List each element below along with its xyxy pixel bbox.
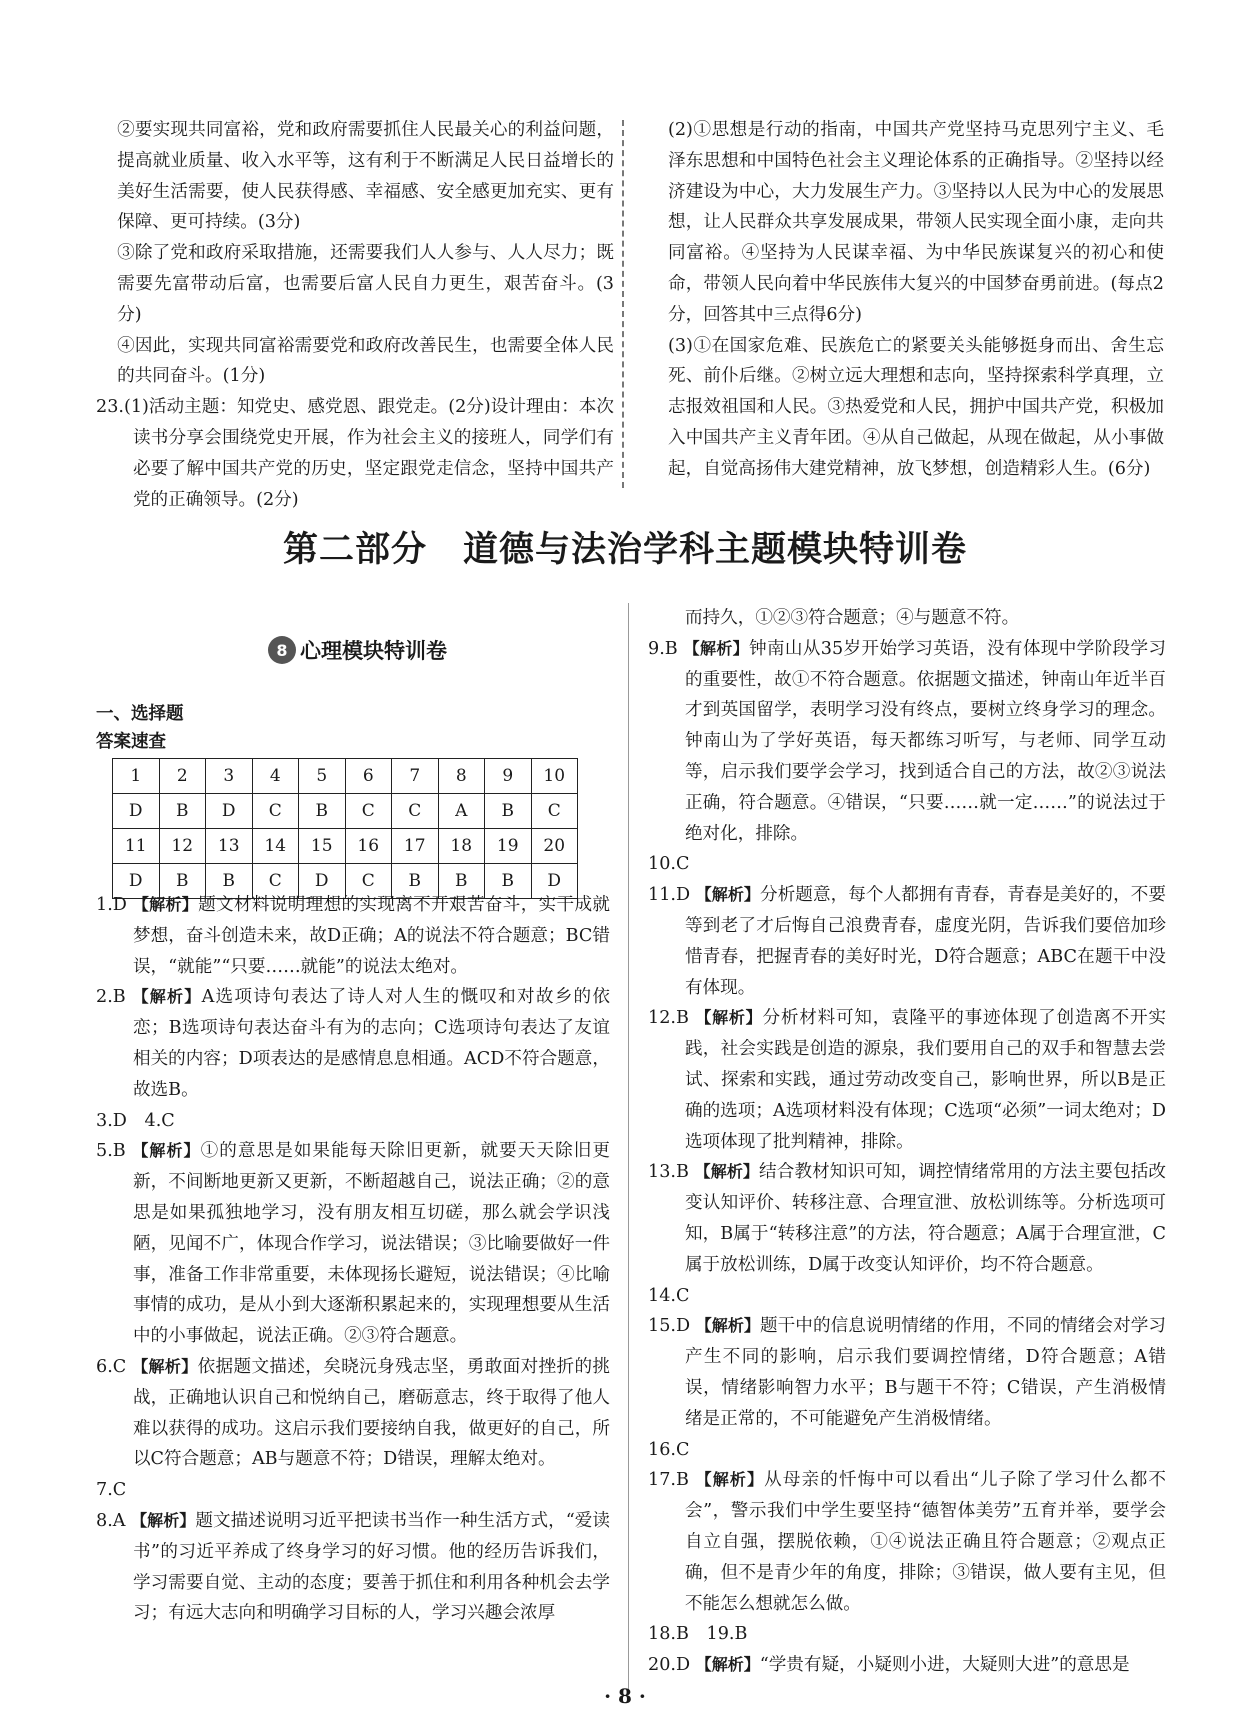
page-number: · 8 · <box>604 1684 646 1708</box>
item-text: 钟南山从35岁开始学习英语，没有体现中学阶段学习的重要性，故①不符合题意。依据题文描述，钟南山年近半百才到英国留学，表明学习没有终点，要树立终身学习的理念。钟南山为了学好英语，每天都练习听写，与老师、同学互动等，启示我们要学会学习，找到适合自己的方法，故②③说法正确，符合题意。④错误，“只要……就一定……”的说法过于绝对化，排除。 <box>684 638 1166 844</box>
table-cell: B <box>485 864 532 899</box>
table-cell: 1 <box>113 759 160 794</box>
item-number: 10.C <box>648 854 690 875</box>
item-text: A选项诗句表达了诗人对人生的慨叹和对故乡的依恋；B选项诗句表达奋斗有为的志向；C选项诗句表达了友谊相关的内容；D项表达的是感情息息相通。ACD不符合题意，故选B。 <box>132 987 610 1100</box>
answer-item <box>648 1311 1166 1434</box>
answer-paragraph: (2)①思想是行动的指南，中国共产党坚持马克思列宁主义、毛泽东思想和中国特色社会主义理论体系的正确指导。②坚持以经济建设为中心，大力发展生产力。③坚持以人民为中心的发展思想，让人民群众共享发展成果，带领人民实现全面小康，走向共同富裕。④坚持为人民谋幸福、为中华民族谋复兴的初心和使命，带领人民向着中华民族伟大复兴的中国梦奋勇前进。(每点2分，回答其中三点得6分) <box>668 120 1164 325</box>
table-cell: D <box>531 864 578 899</box>
item-text: 分析题意，每个人都拥有青春，青春是美好的，不要等到老了才后悔自己浪费青春，虚度光阴，告诉我们要倍加珍惜青春，把握青春的美好时光，D符合题意；ABC在题干中没有体现。 <box>684 885 1166 998</box>
analysis-tag: 【解析】 <box>132 1356 198 1376</box>
table-cell: 18 <box>438 829 485 864</box>
answer-paragraph: ④因此，实现共同富裕需要党和政府改善民生，也需要全体人民的共同奋斗。(1分) <box>117 335 614 387</box>
table-cell: D <box>299 864 346 899</box>
item-number: 16.C <box>648 1439 690 1460</box>
item-text: 依据题文描述，矣晓沅身残志坚，勇敢面对挫折的挑战，正确地认识自己和悦纳自己，磨砺意志，终于取得了他人难以获得的成功。这启示我们要接纳自我，做更好的自己，所以C符合题意；AB与题意不符；D错误，理解太绝对。 <box>132 1356 610 1470</box>
table-cell: B <box>159 864 206 899</box>
module-title: 心理模块特训卷 <box>300 639 447 663</box>
bottom-right-column <box>648 603 1166 1681</box>
module-number-badge: 8 <box>268 636 296 664</box>
answer-item <box>648 603 1166 634</box>
analysis-tag: 【解析】 <box>132 895 199 914</box>
answer-item <box>648 1650 1166 1681</box>
answer-item <box>648 634 1166 850</box>
item-text: 4.C <box>144 1110 175 1131</box>
table-cell: 10 <box>531 759 578 794</box>
table-row <box>113 759 578 794</box>
table-cell: C <box>252 794 299 829</box>
table-cell: 14 <box>252 829 299 864</box>
analysis-tag: 【解析】 <box>695 1316 760 1336</box>
item-number: 11.D <box>648 885 691 906</box>
answer-item <box>648 1619 1166 1650</box>
answer-item <box>96 1136 610 1352</box>
answer-item <box>96 1475 610 1506</box>
item-text: 结合教材知识可知，调控情绪常用的方法主要包括改变认知评价、转移注意、合理宣泄、放松训练等。分析选项可知，B属于“转移注意”的方法，符合题意；A属于合理宣泄，C属于放松训练，D属于改变认知评价，均不符合题意。 <box>684 1162 1166 1275</box>
answer-paragraph: ③除了党和政府采取措施，还需要我们人人参与、人人尽力；既需要先富带动后富，也需要后富人民自力更生，艰苦奋斗。(3分) <box>117 243 614 325</box>
analysis-tag: 【解析】 <box>694 1162 760 1182</box>
item-number: 2.B <box>96 987 126 1008</box>
table-cell: 5 <box>299 759 346 794</box>
item-number: 8.A <box>96 1510 126 1531</box>
table-cell: 20 <box>531 829 578 864</box>
answer-item <box>96 1106 610 1137</box>
item-number: 9.B <box>648 638 678 659</box>
table-cell: D <box>113 794 160 829</box>
answer-item <box>648 1157 1166 1280</box>
answer-item <box>648 1003 1166 1157</box>
item-text: 题文描述说明习近平把读书当作一种生活方式，“爱读书”的习近平养成了终身学习的好习惯。他的经历告诉我们，学习需要自觉、主动的态度；要善于抓住和利用各种机会去学习；有远大志向和明确学习目标的人，学习兴趣会浓厚 <box>132 1510 610 1624</box>
answer-item <box>96 1506 610 1629</box>
section-subtitle: 答案速查 <box>96 732 166 752</box>
item-number: 5.B <box>96 1141 126 1162</box>
table-row <box>113 829 578 864</box>
table-cell: B <box>438 864 485 899</box>
table-cell: 13 <box>206 829 253 864</box>
table-cell: 8 <box>438 759 485 794</box>
column-divider <box>622 120 624 488</box>
analysis-tag: 【解析】 <box>695 1470 765 1490</box>
table-cell: D <box>206 794 253 829</box>
answer-item <box>648 1281 1166 1312</box>
module-heading <box>268 635 447 665</box>
analysis-tag: 【解析】 <box>695 885 760 905</box>
answer-item <box>96 1352 610 1475</box>
item-text: 从母亲的忏悔中可以看出“儿子除了学习什么都不会”，警示我们中学生要坚持“德智体美劳”五育并举，要学会自立自强，摆脱依赖，①④说法正确且符合题意；②观点正确，但不是青少年的角度，排除；③错误，做人要有主见，但不能怎么想就怎么做。 <box>684 1470 1166 1614</box>
bottom-left-column <box>96 890 610 1629</box>
item-number: 20.D <box>648 1655 691 1676</box>
analysis-tag: 【解析】 <box>695 1655 760 1675</box>
column-divider <box>628 603 629 1693</box>
table-cell: C <box>252 864 299 899</box>
table-cell: 2 <box>159 759 206 794</box>
item-text: 题文材料说明理想的实现离不开艰苦奋斗，实干成就梦想，奋斗创造未来，故D正确；A的说法不符合题意；BC错误，“就能”“只要……就能”的说法太绝对。 <box>132 895 610 977</box>
table-cell: C <box>392 794 439 829</box>
item-text: 19.B <box>706 1624 748 1645</box>
table-cell: 6 <box>345 759 392 794</box>
table-cell: 12 <box>159 829 206 864</box>
part-title: 第二部分 道德与法治学科主题模块特训卷 <box>282 530 967 570</box>
table-cell: D <box>113 864 160 899</box>
item-number: 14.C <box>648 1285 690 1306</box>
table-cell: C <box>531 794 578 829</box>
item-number: 7.C <box>96 1480 127 1501</box>
answer-item <box>648 880 1166 1003</box>
item-text: “学贵有疑，小疑则小进，大疑则大进”的意思是 <box>759 1655 1130 1676</box>
analysis-tag: 【解析】 <box>683 638 750 658</box>
table-cell: C <box>345 794 392 829</box>
table-cell: 9 <box>485 759 532 794</box>
item-text: 题干中的信息说明情绪的作用，不同的情绪会对学习产生不同的影响，启示我们要调控情绪，D符合题意；A错误，情绪影响智力水平；B与题干不符；C错误，产生消极情绪是正常的，不可能避免产生消极情绪。 <box>684 1316 1166 1429</box>
table-cell: 17 <box>392 829 439 864</box>
analysis-tag: 【解析】 <box>132 1141 201 1161</box>
table-cell: B <box>299 794 346 829</box>
table-cell: B <box>392 864 439 899</box>
table-cell: 7 <box>392 759 439 794</box>
item-text: 而持久，①②③符合题意；④与题意不符。 <box>684 608 1020 628</box>
answer-item <box>648 849 1166 880</box>
analysis-tag: 【解析】 <box>132 987 202 1007</box>
item-text: 分析材料可知，袁隆平的事迹体现了创造离不开实践，社会实践是创造的源泉，我们要用自己的双手和智慧去尝试、探索和实践，通过劳动改变自己，影响世界，所以B是正确的选项；A选项材料没有体现；C选项“必须”一词太绝对；D选项体现了批判精神，排除。 <box>684 1008 1166 1152</box>
table-cell: C <box>345 864 392 899</box>
analysis-tag: 【解析】 <box>131 1510 196 1530</box>
answer-item <box>96 890 610 982</box>
item-number: 6.C <box>96 1356 127 1377</box>
item-number: 12.B <box>648 1008 689 1029</box>
answer-paragraph: ②要实现共同富裕，党和政府需要抓住人民最关心的利益问题，提高就业质量、收入水平等，这有利于不断满足人民日益增长的美好生活需要，使人民获得感、幸福感、安全感更加充实、更有保障、更可持续。(3分) <box>117 120 614 233</box>
table-cell: A <box>438 794 485 829</box>
item-number: 15.D <box>648 1316 691 1337</box>
table-cell: 15 <box>299 829 346 864</box>
table-row <box>113 794 578 829</box>
item-number: 1.D <box>96 895 127 915</box>
table-cell: B <box>485 794 532 829</box>
item-number: 13.B <box>648 1162 689 1183</box>
top-right-column <box>668 115 1164 485</box>
analysis-tag: 【解析】 <box>695 1008 763 1028</box>
answer-paragraph: 23.(1)活动主题：知党史、感党恩、跟党走。(2分)设计理由：本次读书分享会围绕党史开展，作为社会主义的接班人，同学们有必要了解中国共产党的历史，坚定跟党走信念，坚持中国共产党的正确领导。(2分) <box>96 397 614 510</box>
answer-item <box>96 982 610 1105</box>
table-cell: 16 <box>345 829 392 864</box>
table-cell: B <box>159 794 206 829</box>
item-number: 18.B <box>648 1624 689 1645</box>
table-cell: 3 <box>206 759 253 794</box>
table-cell: B <box>206 864 253 899</box>
item-text: ①的意思是如果能每天除旧更新，就要天天除旧更新，不间断地更新又更新，不断超越自己，说法正确；②的意思是如果孤独地学习，没有朋友相互切磋，那么就会学识浅陋，见闻不广，体现合作学习，说法错误；③比喻要做好一件事，准备工作非常重要，未体现扬长避短，说法错误；④比喻事情的成功，是从小到大逐渐积累起来的，实现理想要从生活中的小事做起，说法正确。②③符合题意。 <box>132 1141 610 1347</box>
item-number: 3.D <box>96 1110 127 1131</box>
answer-paragraph: (3)①在国家危难、民族危亡的紧要关头能够挺身而出、舍生忘死、前仆后继。②树立远大理想和志向，坚持探索科学真理，立志报效祖国和人民。③热爱党和人民，拥护中国共产党，积极加入中国共产主义青年团。④从自己做起，从现在做起，从小事做起，自觉高扬伟大建党精神，放飞梦想，创造精彩人生。(6分) <box>668 335 1164 479</box>
table-cell: 11 <box>113 829 160 864</box>
section-title: 一、选择题 <box>96 704 184 724</box>
item-number: 17.B <box>648 1470 689 1491</box>
answer-table <box>112 758 578 899</box>
answer-item <box>648 1435 1166 1466</box>
table-cell: 4 <box>252 759 299 794</box>
top-left-column <box>96 115 614 515</box>
table-cell: 19 <box>485 829 532 864</box>
answer-item <box>648 1465 1166 1619</box>
